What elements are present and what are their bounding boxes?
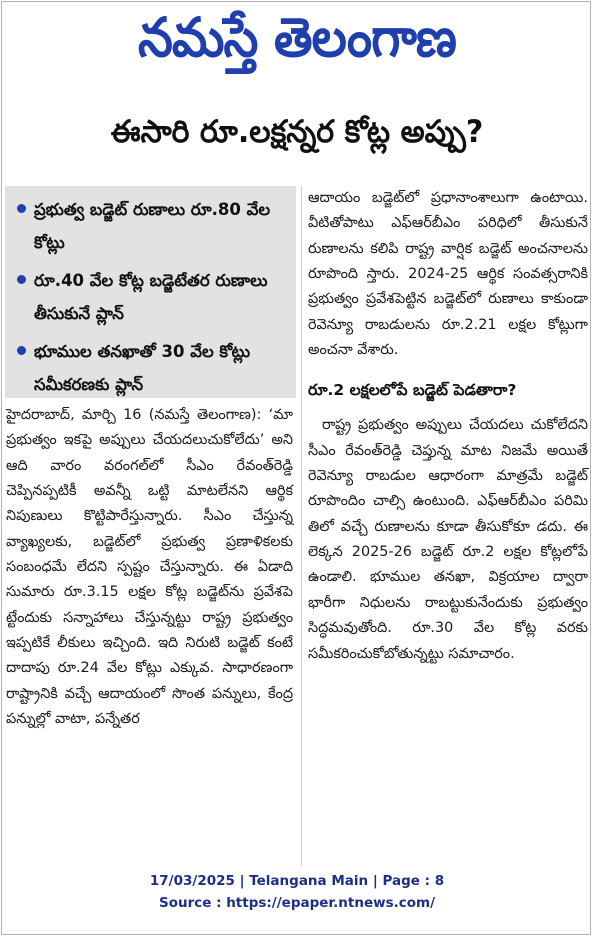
highlight-text: భూముల తనఖాతో 30 వేల కోట్లు సమీకరణకు ప్లాన్‌ — [34, 342, 251, 394]
highlight-text: ప్రభుత్వ బడ్జెట్‌ రుణాలు రూ.80 వేల కోట్లు — [34, 200, 271, 252]
article-paragraph: ఆదాయం బడ్జెట్‌లో ప్రధానాంశాలుగా ఉంటాయి. వీటితోపాటు ఎఫ్‌ఆర్‌బీఎం పరిధిలో తీసుకునే రుణాలను కలిపి రాష్ట్ర వార్షిక బడ్జెట్‌ అంచనాలను రూపొంది స్తారు. 2024-25 ఆర్థిక సంవత్సరానికి ప్రభుత్వం ప్రవేశపెట్టిన బడ్జెట్‌లో రుణాలు కాకుండా రెవెన్యూ రాబడులను రూ.2.21 లక్షల కోట్లుగా అంచనా వేశారు. — [308, 190, 588, 359]
highlight-item — [17, 264, 290, 330]
bullet-icon — [17, 346, 26, 355]
newspaper-masthead: నమస్తే తెలంగాణ — [137, 6, 457, 69]
highlight-text: రూ.40 వేల కోట్ల బడ్జెటేతర రుణాలు తీసుకునే ప్లాన్‌ — [34, 271, 268, 323]
bullet-icon — [17, 204, 26, 213]
edition-info: 17/03/2025 | Telangana Main | Page : 8 — [149, 873, 445, 889]
article-paragraph: హైదరాబాద్‌, మార్చి 16 (నమస్తే తెలంగాణ): ‘మా ప్రభుత్వం ఇకపై అప్పులు చేయదలుచుకోలేదు’ అని ఆది వారం వరంగల్‌లో సీఎం రేవంత్‌రెడ్డి చెప్పినప్పటికీ అవన్నీ ఒట్టి మాటలేనని ఆర్థిక నిపుణులు కొట్టిపారేస్తున్నారు. సీఎం చేస్తున్న వ్యాఖ్యలకు, బడ్జెట్‌లో ప్రభుత్వ ప్రణాళికలకు సంబంధమే లేదని స్పష్టం చేస్తున్నారు. ఈ ఏడాది సుమారు రూ.3.15 లక్షల కోట్ల బడ్జెట్‌ను ప్రవేశపె ట్టేందుకు సన్నాహాలు చేస్తున్నట్టు రాష్ట్ర ప్రభుత్వం ఇప్పటికే లీకులు ఇచ్చింది. ఇది నిరుటి బడ్జెట్‌ కంటే దాదాపు రూ.24 వేల కోట్లు ఎక్కువ. సాధారణంగా రాష్ట్రానికి వచ్చే ఆదాయంలో సొంత పన్నులు, కేంద్ర పన్నుల్లో వాటా, పన్నేతర — [6, 407, 293, 728]
highlights-box — [5, 186, 296, 398]
article-subheading: రూ.2 లక్షలలోపే బడ్జెట్‌ పెడతారా? — [308, 381, 517, 400]
highlight-item — [17, 335, 290, 401]
page-footer — [0, 870, 594, 914]
column-divider — [301, 186, 302, 866]
highlight-item — [17, 193, 290, 259]
article-column-right — [308, 186, 588, 667]
bullet-icon — [17, 275, 26, 284]
article-column-left — [6, 403, 293, 732]
source-link[interactable]: Source : https://epaper.ntnews.com/ — [158, 895, 436, 911]
article-headline: ఈసారి రూ.లక్షన్నర కోట్ల అప్పు? — [110, 114, 484, 150]
article-paragraph: రాష్ట్ర ప్రభుత్వం అప్పులు చేయదలు చుకోలేదని సీఎం రేవంత్‌రెడ్డి చెప్తున్న మాట నిజమే అయితే రెవెన్యూ రాబడుల ఆధారంగా మాత్రమే బడ్జెట్‌ రూపొందిం చాల్సి ఉంటుంది. ఎఫ్‌ఆర్‌బీఎం పరిమి తిలో వచ్చే రుణాలను కూడా తీసుకోకూ డదు. ఈ లెక్కన 2025-26 బడ్జెట్‌ రూ.2 లక్షల కోట్లలోపే ఉండాలి. భూముల తనఖా, విక్రయాల ద్వారా భారీగా నిధులను రాబట్టుకునేందుకు ప్రభుత్వం సిద్ధమవుతోంది. రూ.30 వేల కోట్ల వరకు సమీకరించుకోబోతున్నట్టు సమాచారం. — [308, 417, 588, 662]
